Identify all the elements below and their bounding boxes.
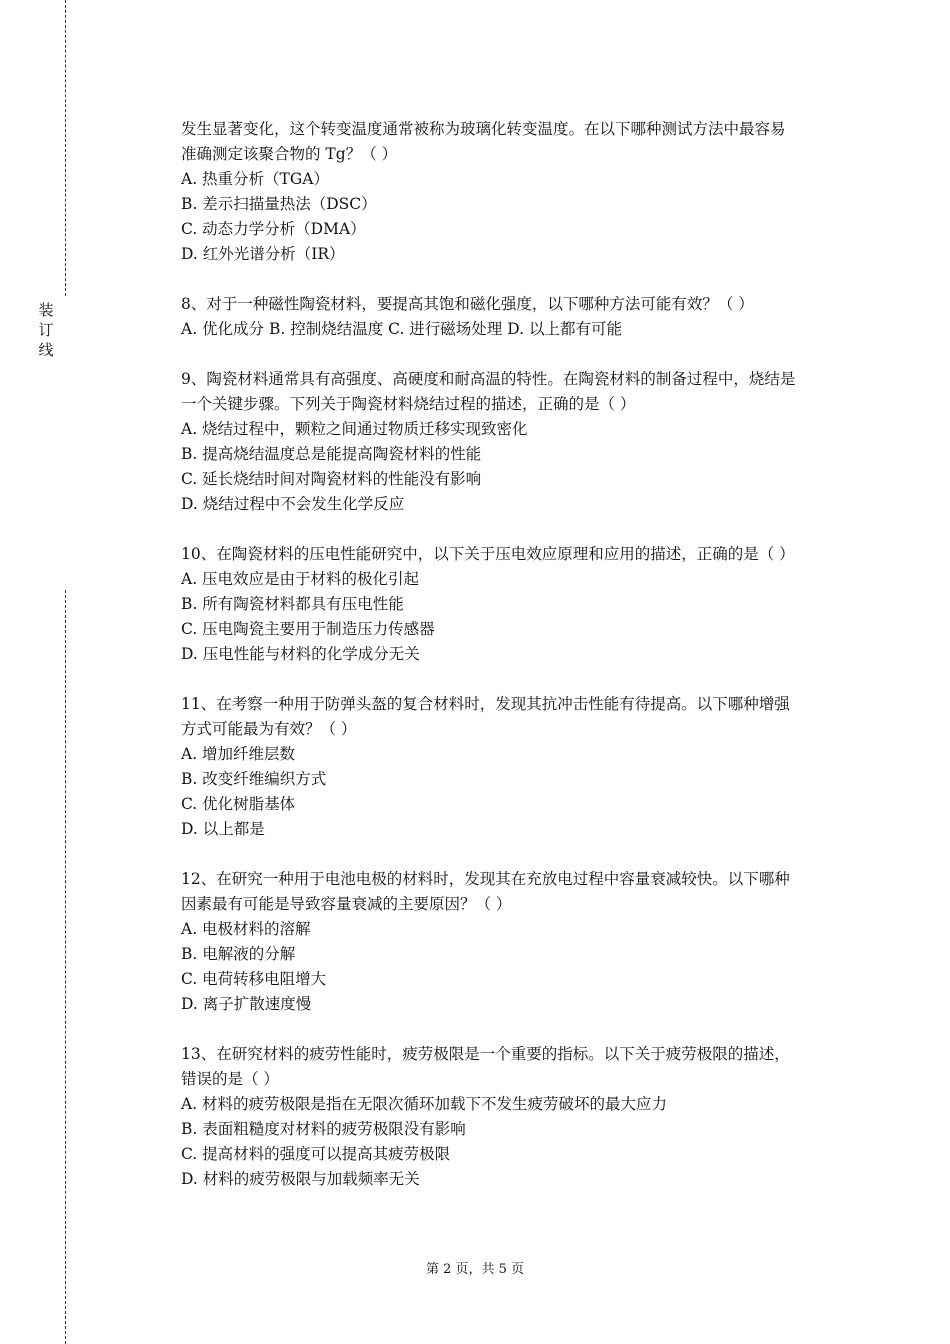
exam-content — [181, 117, 841, 1192]
question-10 — [181, 542, 841, 667]
question-9 — [181, 367, 841, 517]
option-d: D. 烧结过程中不会发生化学反应 — [181, 495, 405, 513]
option-b: B. 改变纤维编织方式 — [181, 770, 327, 788]
question-stem-line: 一个关键步骤。下列关于陶瓷材料烧结过程的描述，正确的是（ ） — [181, 395, 636, 413]
option-c: C. 压电陶瓷主要用于制造压力传感器 — [181, 620, 435, 638]
binding-line-bottom — [65, 590, 66, 1344]
option-c: C. 电荷转移电阻增大 — [181, 970, 327, 988]
binding-label — [36, 300, 56, 360]
binding-char: 线 — [38, 341, 54, 359]
option-a: A. 增加纤维层数 — [181, 745, 296, 763]
option-a: A. 热重分析（TGA） — [181, 170, 329, 188]
question-stem-line: 10、在陶瓷材料的压电性能研究中，以下关于压电效应原理和应用的描述，正确的是（ ） — [181, 545, 795, 563]
question-stem-line: 13、在研究材料的疲劳性能时，疲劳极限是一个重要的指标。以下关于疲劳极限的描述， — [181, 1045, 790, 1063]
question-stem-line: 因素最有可能是导致容量衰减的主要原因？（ ） — [181, 895, 512, 913]
question-stem-line: 方式可能最为有效？（ ） — [181, 720, 357, 738]
option-a: A. 压电效应是由于材料的极化引起 — [181, 570, 420, 588]
option-b: B. 所有陶瓷材料都具有压电性能 — [181, 595, 404, 613]
option-a: A. 电极材料的溶解 — [181, 920, 311, 938]
option-b: B. 差示扫描量热法（DSC） — [181, 195, 377, 213]
question-stem-line: 错误的是（ ） — [181, 1070, 279, 1088]
option-d: D. 压电性能与材料的化学成分无关 — [181, 645, 420, 663]
question-stem-line: 准确测定该聚合物的 Tg？（ ） — [181, 145, 398, 163]
option-c: C. 动态力学分析（DMA） — [181, 220, 366, 238]
question-11 — [181, 692, 841, 842]
question-stem-line: 9、陶瓷材料通常具有高强度、高硬度和耐高温的特性。在陶瓷材料的制备过程中，烧结是 — [181, 370, 796, 388]
option-c: C. 延长烧结时间对陶瓷材料的性能没有影响 — [181, 470, 482, 488]
question-13 — [181, 1042, 841, 1192]
question-stem-line: 发生显著变化，这个转变温度通常被称为玻璃化转变温度。在以下哪种测试方法中最容易 — [181, 120, 786, 138]
option-b: B. 提高烧结温度总是能提高陶瓷材料的性能 — [181, 445, 482, 463]
question-7 — [181, 117, 841, 267]
option-b: B. 表面粗糙度对材料的疲劳极限没有影响 — [181, 1120, 466, 1138]
question-12 — [181, 867, 841, 1017]
option-a: A. 材料的疲劳极限是指在无限次循环加载下不发生疲劳破坏的最大应力 — [181, 1095, 668, 1113]
option-a: A. 烧结过程中，颗粒之间通过物质迁移实现致密化 — [181, 420, 528, 438]
question-stem-line: 11、在考察一种用于防弹头盔的复合材料时，发现其抗冲击性能有待提高。以下哪种增强 — [181, 695, 790, 713]
option-b: B. 电解液的分解 — [181, 945, 296, 963]
option-c: C. 提高材料的强度可以提高其疲劳极限 — [181, 1145, 451, 1163]
binding-line-top — [65, 0, 66, 296]
option-d: D. 材料的疲劳极限与加载频率无关 — [181, 1170, 420, 1188]
question-stem-line: 12、在研究一种用于电池电极的材料时，发现其在充放电过程中容量衰减较快。以下哪种 — [181, 870, 790, 888]
option-d: D. 以上都是 — [181, 820, 265, 838]
option-c: C. 优化树脂基体 — [181, 795, 296, 813]
question-8 — [181, 292, 841, 342]
option-d: D. 红外光谱分析（IR） — [181, 245, 345, 263]
binding-char: 装 — [38, 301, 54, 319]
question-stem-line: 8、对于一种磁性陶瓷材料，要提高其饱和磁化强度，以下哪种方法可能有效？（ ） — [181, 295, 754, 313]
binding-char: 订 — [38, 321, 54, 339]
options-inline: A. 优化成分 B. 控制烧结温度 C. 进行磁场处理 D. 以上都有可能 — [181, 320, 622, 338]
option-d: D. 离子扩散速度慢 — [181, 995, 312, 1013]
page-number: 第 2 页，共 5 页 — [425, 1262, 525, 1277]
